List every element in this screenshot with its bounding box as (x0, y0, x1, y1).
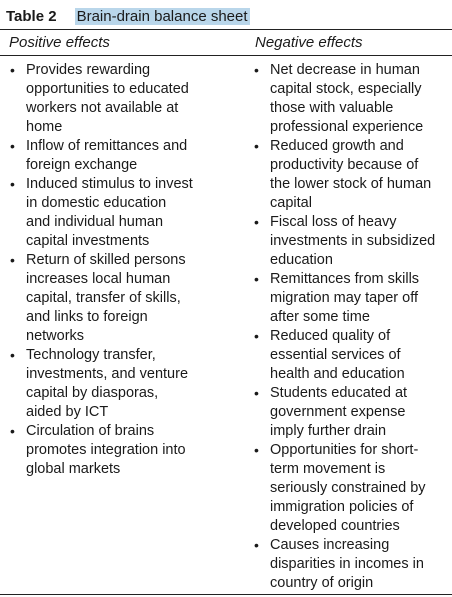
effect-text-line: health and education (270, 366, 405, 382)
bullet-icon: • (10, 423, 15, 439)
negative-effect-item (253, 327, 448, 384)
effect-text-line: global markets (26, 461, 121, 477)
negative-effect-item (253, 137, 448, 213)
effect-text-line: Provides rewarding (26, 62, 151, 78)
effect-text-line: the lower stock of human (270, 176, 432, 192)
effect-text-line: term movement is (270, 461, 386, 477)
effect-text-line: foreign exchange (26, 157, 138, 173)
bullet-icon: • (10, 176, 15, 192)
effect-text-line: country of origin (270, 575, 374, 591)
effect-text-line: home (26, 119, 63, 135)
negative-effects-list (253, 61, 448, 593)
effect-text-line: investments, and venture (26, 366, 189, 382)
effect-text-line: Technology transfer, (26, 347, 156, 363)
effect-text-line: networks (26, 328, 85, 344)
effect-text-line: those with valuable (270, 100, 394, 116)
effect-text-line: Inflow of remittances and (26, 138, 188, 154)
effect-text-line: opportunities to educated (26, 81, 189, 97)
effect-text-line: developed countries (270, 518, 400, 534)
bullet-icon: • (10, 138, 15, 154)
effect-text-line: productivity because of (270, 157, 419, 173)
effect-text-line: and individual human (26, 214, 164, 230)
effect-text-line: Opportunities for short- (270, 442, 419, 458)
positive-effect-item (9, 61, 214, 137)
effect-text-line: increases local human (26, 271, 171, 287)
effect-text-line: capital by diasporas, (26, 385, 159, 401)
effect-text-line: promotes integration into (26, 442, 186, 458)
header-rule (0, 55, 452, 56)
effect-text-line: immigration policies of (270, 499, 414, 515)
effect-text-line: Reduced quality of (270, 328, 391, 344)
effect-text-line: education (270, 252, 333, 268)
effect-text-line: Students educated at (270, 385, 408, 401)
negative-effect-item (253, 441, 448, 536)
effect-text-line: workers not available at (26, 100, 179, 116)
bullet-icon: • (10, 62, 15, 78)
effect-text-line: disparities in incomes in (270, 556, 424, 572)
positive-effect-item (9, 422, 214, 479)
bullet-icon: • (254, 62, 259, 78)
bullet-icon: • (254, 537, 259, 553)
effect-text-line: essential services of (270, 347, 401, 363)
bullet-icon: • (254, 385, 259, 401)
effect-text-line: Fiscal loss of heavy (270, 214, 397, 230)
effect-text-line: after some time (270, 309, 370, 325)
positive-effects-list (9, 61, 214, 479)
positive-effect-item (9, 175, 214, 251)
effect-text-line: capital, transfer of skills, (26, 290, 181, 306)
effect-text-line: Reduced growth and (270, 138, 404, 154)
negative-effect-item (253, 213, 448, 270)
negative-effect-item (253, 61, 448, 137)
effect-text-line: Circulation of brains (26, 423, 155, 439)
effect-text-line: Return of skilled persons (26, 252, 186, 268)
bullet-icon: • (254, 442, 259, 458)
effect-text-line: migration may taper off (270, 290, 419, 306)
effect-text-line: Net decrease in human (270, 62, 420, 78)
bullet-icon: • (10, 252, 15, 268)
bullet-icon: • (254, 271, 259, 287)
table-label: Table 2 (6, 8, 57, 25)
bullet-icon: • (254, 138, 259, 154)
effect-text-line: and links to foreign (26, 309, 148, 325)
effect-text-line: capital (270, 195, 312, 211)
negative-effects-heading: Negative effects (255, 34, 363, 51)
effect-text-line: seriously constrained by (270, 480, 426, 496)
effect-text-line: Remittances from skills (270, 271, 420, 287)
table-caption (6, 7, 250, 26)
table-title: Brain-drain balance sheet (76, 8, 248, 25)
negative-effect-item (253, 270, 448, 327)
effect-text-line: aided by ICT (26, 404, 109, 420)
effect-text-line: Induced stimulus to invest (26, 176, 193, 192)
effect-text-line: imply further drain (270, 423, 387, 439)
effect-text-line: government expense (270, 404, 406, 420)
effect-text-line: professional experience (270, 119, 424, 135)
effect-text-line: in domestic education (26, 195, 167, 211)
effect-text-line: capital investments (26, 233, 150, 249)
positive-effect-item (9, 251, 214, 346)
bullet-icon: • (254, 214, 259, 230)
bullet-icon: • (254, 328, 259, 344)
effect-text-line: investments in subsidized (270, 233, 436, 249)
positive-effects-heading: Positive effects (9, 34, 110, 51)
effect-text-line: Causes increasing (270, 537, 390, 553)
top-rule (0, 29, 452, 30)
effect-text-line: capital stock, especially (270, 81, 422, 97)
bullet-icon: • (10, 347, 15, 363)
positive-effect-item (9, 137, 214, 175)
negative-effect-item (253, 536, 448, 593)
negative-effect-item (253, 384, 448, 441)
bottom-rule (0, 594, 452, 595)
positive-effect-item (9, 346, 214, 422)
